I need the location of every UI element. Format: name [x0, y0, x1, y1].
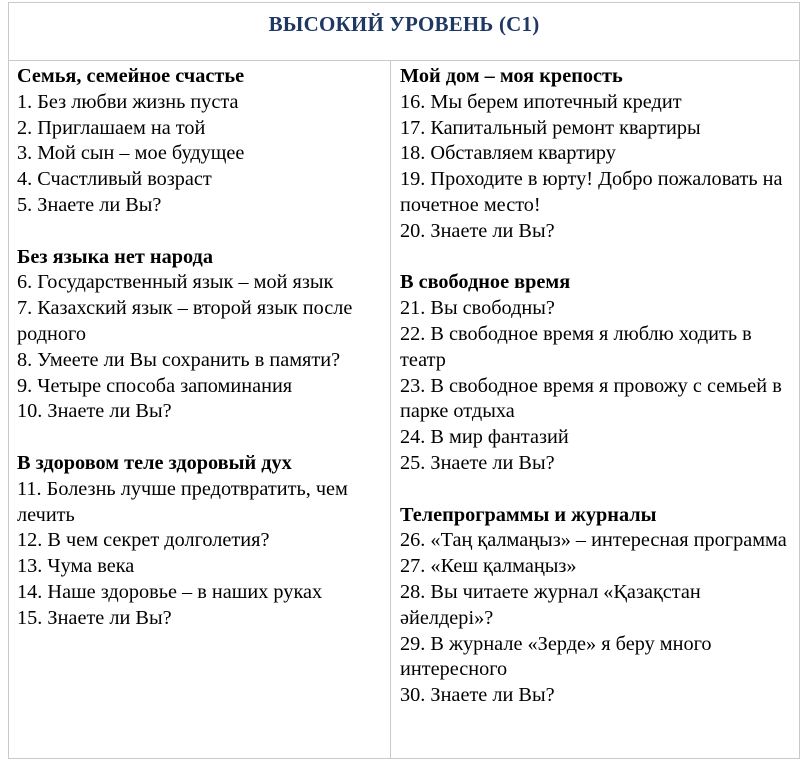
topic-item: 15. Знаете ли Вы? — [17, 606, 172, 629]
topic-section — [17, 64, 384, 219]
topic-item: 23. В свободное время я провожу с семьей в парке отдыха — [400, 374, 782, 423]
topic-item: 29. В журнале «Зерде» я беру много интересного — [400, 632, 712, 681]
right-column — [391, 61, 799, 758]
topic-item: 18. Обставляем квартиру — [400, 142, 616, 165]
topic-item: 26. «Таң қалмаңыз» – интересная программа — [400, 529, 787, 552]
topic-item: 30. Знаете ли Вы? — [400, 684, 555, 707]
topic-section — [400, 503, 793, 709]
topic-item: 8. Умеете ли Вы сохранить в памяти? — [17, 348, 341, 371]
topic-heading: Мой дом – моя крепость — [400, 65, 623, 87]
table-body — [9, 61, 799, 758]
topic-item: 13. Чума века — [17, 555, 135, 578]
topic-section — [400, 64, 793, 245]
topic-item: 5. Знаете ли Вы? — [17, 193, 162, 216]
topic-item: 1. Без любви жизнь пуста — [17, 90, 239, 113]
topic-item: 3. Мой сын – мое будущее — [17, 142, 245, 165]
topic-item: 20. Знаете ли Вы? — [400, 219, 555, 242]
topic-item: 21. Вы свободны? — [400, 297, 555, 320]
topic-section — [17, 451, 384, 632]
document-title: ВЫСОКИЙ УРОВЕНЬ (С1) — [268, 12, 540, 36]
topic-heading: Без языка нет народа — [17, 245, 213, 268]
topic-item: 24. В мир фантазий — [400, 426, 569, 449]
topic-item: 4. Счастливый возраст — [17, 168, 212, 191]
topic-item: 11. Болезнь лучше предотвратить, чем лечить — [17, 477, 348, 526]
topic-heading: Телепрограммы и журналы — [400, 503, 657, 526]
topic-item: 6. Государственный язык – мой язык — [17, 271, 334, 294]
topic-item: 7. Казахский язык – второй язык после родного — [17, 297, 353, 345]
topic-item: 22. В свободное время я люблю ходить в театр — [400, 322, 752, 371]
topic-item: 2. Приглашаем на той — [17, 116, 206, 139]
topic-item: 16. Мы берем ипотечный кредит — [400, 90, 682, 113]
topic-item: 27. «Кеш қалмаңыз» — [400, 555, 577, 578]
topic-heading: В здоровом теле здоровый дух — [17, 451, 292, 474]
topic-item: 14. Наше здоровье – в наших руках — [17, 580, 323, 603]
document-table — [8, 2, 800, 759]
topic-item: 17. Капитальный ремонт квартиры — [400, 116, 701, 139]
topic-item: 25. Знаете ли Вы? — [400, 451, 555, 474]
topic-section — [400, 270, 793, 476]
topic-section — [17, 245, 384, 426]
title-row — [9, 3, 799, 61]
topic-item: 12. В чем секрет долголетия? — [17, 529, 270, 552]
topic-item: 19. Проходите в юрту! Добро пожаловать на почетное место! — [400, 168, 783, 216]
topic-item: 10. Знаете ли Вы? — [17, 400, 172, 423]
topic-item: 28. Вы читаете журнал «Қазақстан әйелдері»? — [400, 580, 701, 629]
left-column — [9, 61, 391, 758]
topic-item: 9. Четыре способа запоминания — [17, 374, 293, 397]
topic-heading: Семья, семейное счастье — [17, 65, 245, 87]
topic-heading: В свободное время — [400, 271, 571, 294]
